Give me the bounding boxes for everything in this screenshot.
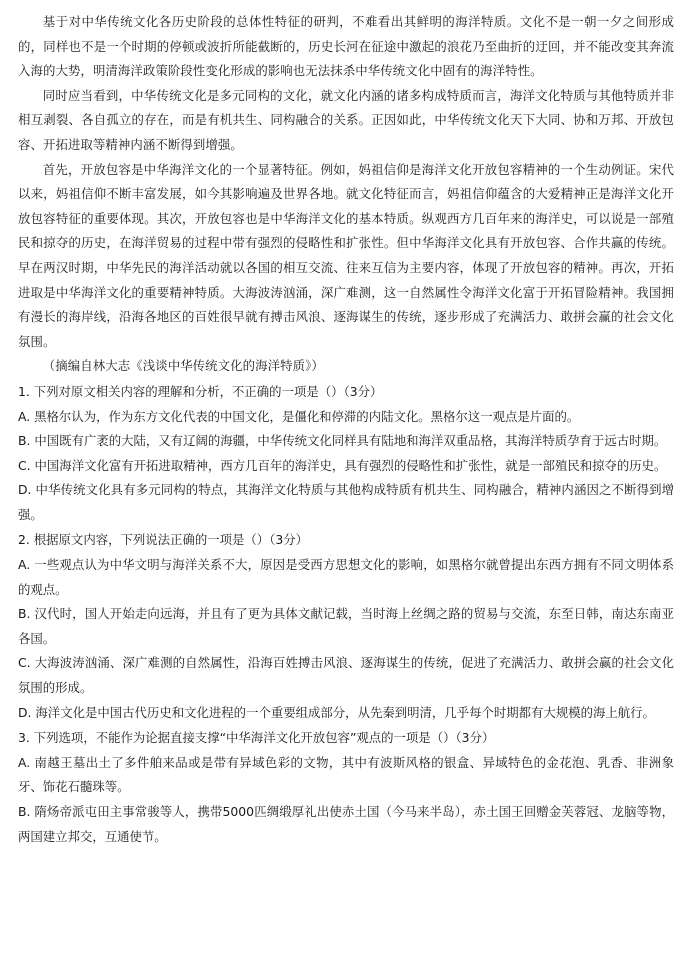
question-option: C. 中国海洋文化富有开拓进取精神，西方几百年的海洋史，具有强烈的侵略性和扩张性，就是一部殖民和掠夺的历史。 bbox=[18, 457, 667, 473]
question-3 bbox=[18, 726, 674, 849]
question-option: C. 大海波涛汹涌、深广难测的自然属性，沿海百姓搏击风浪、逐海谋生的传统，促进了充满活力、敢拼会赢的社会文化氛围的形成。 bbox=[18, 655, 674, 696]
question-option: A. 一些观点认为中华文明与海洋关系不大，原因是受西方思想文化的影响，如黑格尔就曾提出东西方拥有不同文明体系的观点。 bbox=[18, 557, 674, 597]
question-option: A. 黑格尔认为，作为东方文化代表的中国文化，是僵化和停滞的内陆文化。黑格尔这一观点是片面的。 bbox=[18, 408, 580, 424]
question-stem: 2. 根据原文内容，下列说法正确的一项是（）（3分） bbox=[18, 532, 309, 548]
passage-source: （摘编自林大志《浅谈中华传统文化的海洋特质》） bbox=[42, 358, 324, 374]
question-option: A. 南越王墓出土了多件舶来品或是带有异域色彩的文物，其中有波斯风格的银盒、异域特色的金花泡、乳香、非洲象牙、饰花石髓珠等。 bbox=[18, 754, 674, 795]
question-2 bbox=[18, 528, 674, 725]
question-option: D. 海洋文化是中国古代历史和文化进程的一个重要组成部分，从先秦到明清，几乎每个时期都有大规模的海上航行。 bbox=[18, 704, 655, 720]
passage-paragraph-1: 基于对中华传统文化各历史阶段的总体性特征的研判，不难看出其鲜明的海洋特质。文化不是一朝一夕之间形成的，同样也不是一个时期的停顿或波折所能截断的，历史长河在征途中激起的浪花乃至曲折的迂回，并不能改变其奔流入海的大势，明清海洋政策阶段性变化形成的影响也无法抹杀中华传统文化中固有的海洋特性。 bbox=[18, 14, 674, 79]
passage-paragraph-3: 首先，开放包容是中华海洋文化的一个显著特征。例如，妈祖信仰是海洋文化开放包容精神的一个生动例证。宋代以来，妈祖信仰不断丰富发展，如今其影响遍及世界各地。就文化特征而言，妈祖信仰蕴含的大爱精神正是海洋文化开放包容特征的重要体现。其次，开放包容也是中华海洋文化的基本特质。纵观西方几百年来的海洋史，可以说是一部殖民和掠夺的历史，在海洋贸易的过程中带有强烈的侵略性和扩张性。但中华海洋文化具有开放包容、合作共赢的传统。早在两汉时期，中华先民的海洋活动就以各国的相互交流、往来互信为主要内容，体现了开放包容的精神。再次，开拓进取是中华海洋文化的重要精神特质。大海波涛汹涌，深广难测，这一自然属性令海洋文化富于开拓冒险精神。我国拥有漫长的海岸线，沿海各地区的百姓很早就有搏击风浪、逐海谋生的传统，逐步形成了充满活力、敢拼会赢的社会文化氛围。 bbox=[18, 161, 674, 349]
passage-paragraph-2: 同时应当看到，中华传统文化是多元同构的文化，就文化内涵的诸多构成特质而言，海洋文化特质与其他特质并非相互剥裂、各自孤立的存在，而是有机共生、同构融合的关系。正因如此，中华传统文化天下大同、协和万邦、开放包容、开拓进取等精神内涵不断得到增强。 bbox=[18, 87, 674, 152]
question-option: B. 汉代时，国人开始走向远海，并且有了更为具体文献记载，当时海上丝绸之路的贸易与交流，东至日韩，南达东南亚各国。 bbox=[18, 606, 674, 646]
question-stem: 3. 下列选项，不能作为论据直接支撑“中华海洋文化开放包容”观点的一项是（）（3分） bbox=[18, 730, 495, 746]
question-1 bbox=[18, 380, 674, 528]
reading-passage bbox=[18, 10, 674, 379]
question-stem: 1. 下列对原文相关内容的理解和分析，不正确的一项是（）（3分） bbox=[18, 383, 383, 399]
question-option: D. 中华传统文化具有多元同构的特点，其海洋文化特质与其他构成特质有机共生、同构融合，精神内涵因之不断得到增强。 bbox=[18, 482, 674, 522]
question-list bbox=[18, 380, 674, 849]
question-option: B. 隋炀帝派屯田主事常骏等人，携带5000匹绸缎厚礼出使赤土国（今马来半岛），赤土国王回赠金芙蓉冠、龙脑等物，两国建立邦交，互通使节。 bbox=[18, 804, 674, 844]
question-option: B. 中国既有广袤的大陆，又有辽阔的海疆，中华传统文化同样具有陆地和海洋双重品格，其海洋特质孕育于远古时期。 bbox=[18, 433, 667, 449]
